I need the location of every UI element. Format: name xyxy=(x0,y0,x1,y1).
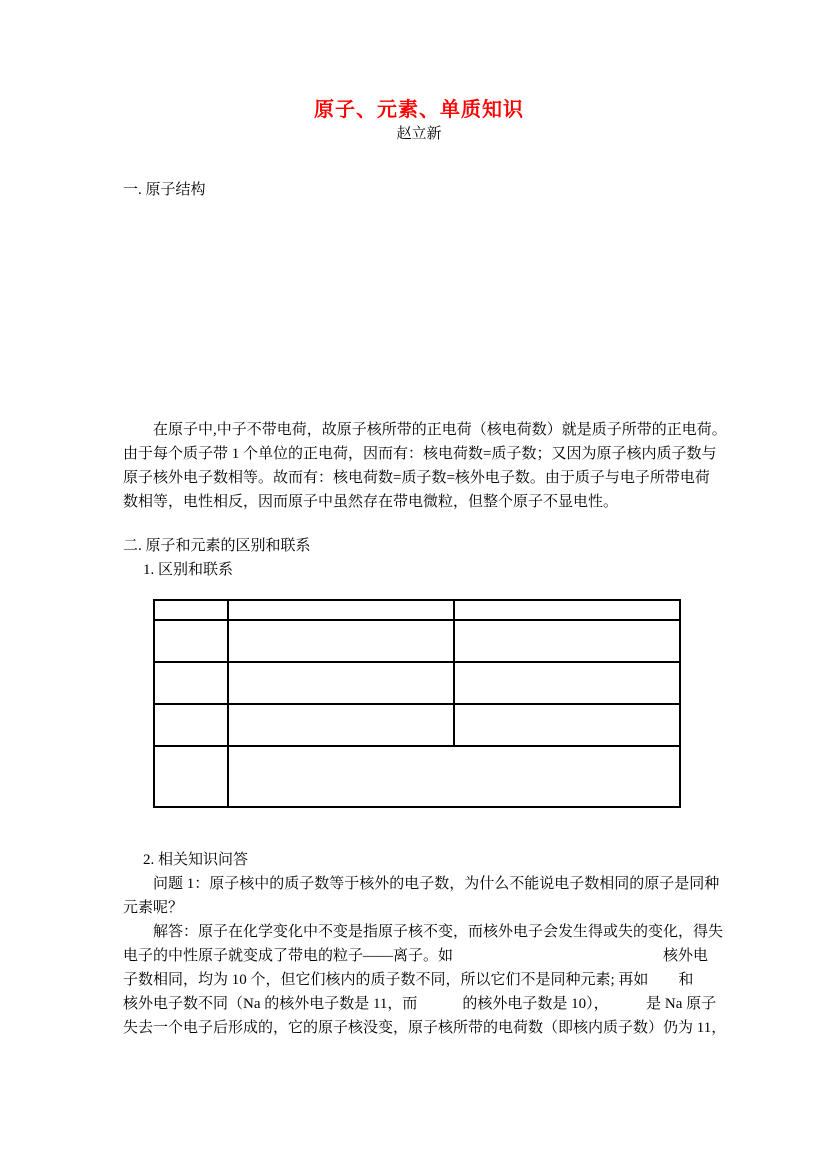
table-row xyxy=(154,746,680,807)
section-heading-atom-element-difference: 二. 原子和元素的区别和联系 xyxy=(123,538,311,554)
table-row xyxy=(154,600,680,620)
text-line: 元素呢？ xyxy=(123,900,184,916)
table-cell xyxy=(228,704,454,746)
table-cell-merged xyxy=(228,746,680,807)
text-line: 问题 1：原子核中的质子数等于核外的电子数，为什么不能说电子数相同的原子是同种 xyxy=(123,876,720,892)
table-row xyxy=(154,620,680,662)
table-cell xyxy=(454,662,680,704)
table-cell xyxy=(228,620,454,662)
document-author: 赵立新 xyxy=(396,126,442,142)
text-line: 子数相同，均为 10 个，但它们核内的质子数不同，所以它们不是同种元素; 再如 和 xyxy=(123,972,694,988)
comparison-table xyxy=(153,599,681,808)
document-title: 原子、元素、单质知识 xyxy=(314,99,524,121)
table-cell xyxy=(154,746,228,807)
table-row xyxy=(154,704,680,746)
text-line: 失去一个电子后形成的，它的原子核没变，原子核所带的电荷数（即核内质子数）仍为 11， xyxy=(123,1020,727,1036)
document-content xyxy=(0,98,827,1040)
table-cell xyxy=(454,620,680,662)
subsection-heading-qa: 2. 相关知识问答 xyxy=(143,852,249,868)
table-cell xyxy=(154,620,228,662)
table-cell xyxy=(154,662,228,704)
text-line: 原子核外电子数相等。故而有：核电荷数=质子数=核外电子数。由于质子与电子所带电荷 xyxy=(123,470,710,486)
table-cell xyxy=(454,704,680,746)
paragraph-question-1 xyxy=(123,872,720,920)
subsection-heading-difference-links: 1. 区别和联系 xyxy=(143,562,234,578)
section-heading-atom-structure: 一. 原子结构 xyxy=(123,182,206,198)
paragraph-atom-structure xyxy=(123,418,727,514)
table-cell xyxy=(154,600,228,620)
paragraph-answer-1 xyxy=(123,920,727,1040)
text-line: 数相等，电性相反，因而原子中虽然存在带电微粒，但整个原子不显电性。 xyxy=(123,494,619,510)
text-line: 电子的中性原子就变成了带电的粒子——离子。如 核外电 xyxy=(123,948,709,964)
text-line: 在原子中,中子不带电荷，故原子核所带的正电荷（核电荷数）就是质子所带的正电荷。 xyxy=(123,422,727,438)
table-cell xyxy=(228,662,454,704)
text-line: 由于每个质子带 1 个单位的正电荷，因而有：核电荷数=质子数；又因为原子核内质子数与 xyxy=(123,446,717,462)
table-cell xyxy=(454,600,680,620)
empty-figure-area xyxy=(123,202,715,418)
table-cell xyxy=(228,600,454,620)
text-line: 核外电子数不同（Na 的核外电子数是 11，而 的核外电子数是 10）， 是 Na 原子 xyxy=(123,996,717,1012)
table-row xyxy=(154,662,680,704)
text-line: 解答：原子在化学变化中不变是指原子核不变，而核外电子会发生得或失的变化，得失 xyxy=(123,924,724,940)
table-cell xyxy=(154,704,228,746)
